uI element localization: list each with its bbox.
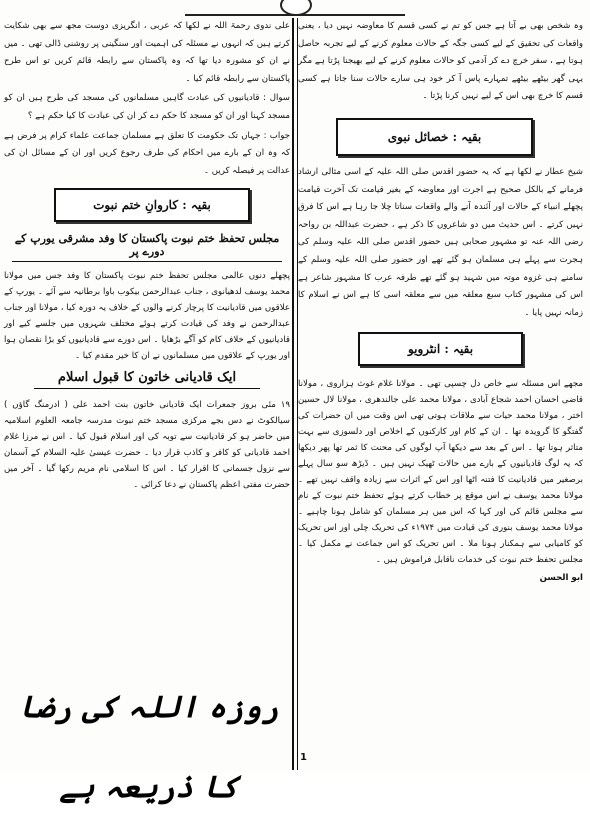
question-paragraph: سوال : قادیانیوں کی عبادت گاہیں مسلمانوں کی مسجد کی طرح ہیں ان کو مسجد کہنا اور ان کو مسجد کا حکم دے کر ان کی عبادت کا کیا حکم ہے ؟: [4, 93, 290, 121]
right-column: [298, 18, 583, 770]
right-paragraph-1: وہ شخص بھی بے آتا ہے جس کو تم نے کسی قسم کا معاوضہ نہیں دیا ، یعنی واقعات کی تحقیق کے لیے کسی جگہ کے حالات معلوم کرنے کے لیے تجربہ حاصل ہوتا ہے ، سفر خرچ دے کر آدمی کو حالات معلوم کرنے کے لیے بھیجنا پڑتا ہے مگر یہی گھر بیٹھے بیٹھے تمہارے پاس آ کر خود ہی سارے حالات سنا جاتا ہے کسی قسم کا خرچ بھی اس کے لیے نہیں کرنا پڑتا ۔: [298, 21, 583, 102]
sub-heading-qadiani-woman: ایک قادیانی خاتون کا قبول اسلام: [34, 370, 260, 389]
right-paragraph-3: مجھے اس مسئلہ سے خاص دل چسپی تھی ۔ مولانا غلام غوث ہزاروی ، مولانا قاضی احسان احمد شجاع آبادی ، مولانا محمد علی جالندھری ، مولانا لال حسین اختر ، مولانا محمد حیات سے ملاقات ہوتی تھی اس وقت میں ان حضرات کی گفتگو کا گرویدہ تھا ۔ ان کے کام اور کارکنوں کے اخلاص اور دلسوزی سے بہت متاثر ہوتا تھا ۔ اس کے بعد سے دیکھا آپ لوگوں کی محنت کا ثمر تھا پھر دیکھا کہ یہ لوگ قادیانیوں کے بارے میں حالات ٹھیک نہیں ہیں ۔ ڈیڑھ سو سال پہلے برصغیر میں قادیانیت کا فتنہ اٹھا اور اس کے اثرات سے زیادہ واقف نہیں تھے ۔ مولانا محمد یوسف نے اس موقع پر خطاب کرتے ہوئے تحفظ ختم نبوت کے نام سے مجلس قائم کی اور کہا کہ اس میں ہر مسلمان کو شامل ہونا چاہیے ۔ مولانا محمد یوسف بنوری کی قیادت میں ۱۹۷۴ء کی تحریک چلی اور اس تحریک کو کامیابی سے ہمکنار ہونا ملا ۔ اس تحریک کو اس جماعت نے مکمل کیا ۔ مجلس تحفظ ختم نبوت کی خدمات ناقابل فراموش ہیں ۔: [298, 379, 583, 566]
left-paragraph-3: ۱۹ مئی بروز جمعرات ایک قادیانی خاتون بنت احمد علی ( ادرمنگ گاؤں ) سیالکوٹ نے دس بجے مرکزی مسجد ختم نبوت مدرسہ جامعہ العلوم اسلامیہ میں حاضر ہو کر قادیانیت سے توبہ کی اور اسلام قبول کیا ۔ اس نے مرزا غلام احمد قادیانی کو کافر و کاذب قرار دیا ۔ حضرت عیسیٰ علیہ السلام کے آسمان سے نزول جسمانی کا اقرار کیا ۔ اس کا اسلامی نام مریم رکھا گیا ۔ آخر میں حضرت مفتی اعظم پاکستان نے دعا کرائی ۔: [4, 400, 290, 491]
bottom-callout: روزہ اللہ کی رضا کا ذریعہ ہے: [19, 690, 279, 805]
left-paragraph-2: پچھلے دنوں عالمی مجلس تحفظ ختم نبوت پاکستان کا وفد جس میں مولانا محمد یوسف لدھیانوی ، جناب عبدالرحمن بیکوب باوا برطانیہ سے آئے ۔ یورپ کے علاقوں میں قادیانیت کا پرچار کرنے والوں کے خلاف یہ دورہ کیا ، مولانا اور جناب عبدالرحمن نے وفد کی قیادت کرتے ہوئے مختلف شہروں میں جلسے کیے اور قادیانیوں کے خلاف کام کو آگے بڑھایا ۔ اس دورے سے قادیانیوں کو بڑا نقصان ہوا اور یورپ کے علاقوں میں مسلمانوں نے ان کا خیر مقدم کیا ۔: [4, 271, 290, 362]
top-ornament: [185, 0, 405, 16]
answer-paragraph: جواب : جہاں تک حکومت کا تعلق ہے مسلمان جماعت علماء کرام پر فرض ہے کہ وہ ان کے بارے میں احکام کی طرف رجوع کریں اور ان کے مسائل ان کی عدالت پر فیصلہ کریں ۔: [4, 130, 290, 176]
heading-khasail-nabawi: بقیہ : خصائل نبوی: [336, 118, 533, 156]
signature: ابو الحسن: [539, 573, 583, 584]
sub-heading-europe-delegation: مجلس تحفظ ختم نبوت پاکستان کا وفد مشرقی یورپ کے دورے پر: [12, 232, 282, 262]
left-paragraph-1: علی ندوی رحمۃ اللہ نے لکھا کہ عربی ، انگریزی دوست مجھ سے بھی شکایت کرتے ہیں کہ انہوں نے مسئلہ کی اہمیت اور سنگینی پر روشنی ڈالی تھی ۔ میں نے ان کو مشورہ دیا تھا کہ وہ پاکستان سے رابطہ قائم کریں تو اس طرح پاکستان سے رابطہ قائم کیا ۔: [4, 21, 290, 84]
top-ornament-center: [280, 0, 312, 16]
left-column: [4, 18, 290, 805]
column-divider: [292, 18, 294, 770]
page-number: 1: [300, 752, 307, 763]
heading-karwan-khatm-nabuwat: بقیہ : کاروانِ ختم نبوت: [54, 188, 250, 222]
heading-interview: بقیہ : انٹرویو: [358, 332, 523, 366]
right-paragraph-2: شیخ عطار نے لکھا ہے کہ یہ حضور اقدس صلی اللہ علیہ کے اسی مثالی ارشاد فرمانے کے بالکل صحیح ہے اجرت اور معاوضہ کے بغیر قیامت تک آخرت قیامت پچھلے انبیاء کے حالات اور آئندہ آنے والے واقعات سناتا چلا جا رہا ہے اس کا فرق نہیں کرتے ۔ اس حدیث میں دو شاعروں کا ذکر ہے ، حضرت عبداللہ بن رواحہ رضی اللہ عنہ تو مشہور صحابی ہیں حضور اقدس صلی اللہ علیہ وسلم کی ہجرت سے پہلے ہی مسلمان ہو گئے تھے اور حضور صلی اللہ علیہ وسلم کے سامنے ہی غزوہ موتہ میں شہید ہو گئے تھے طرفہ عرب کا مشہور شاعر ہے اس کی مشہور کتاب سبع معلقہ میں سے معلقہ اسی کا ہے اس نے اسلام کا زمانہ نہیں پایا ۔: [298, 166, 583, 318]
